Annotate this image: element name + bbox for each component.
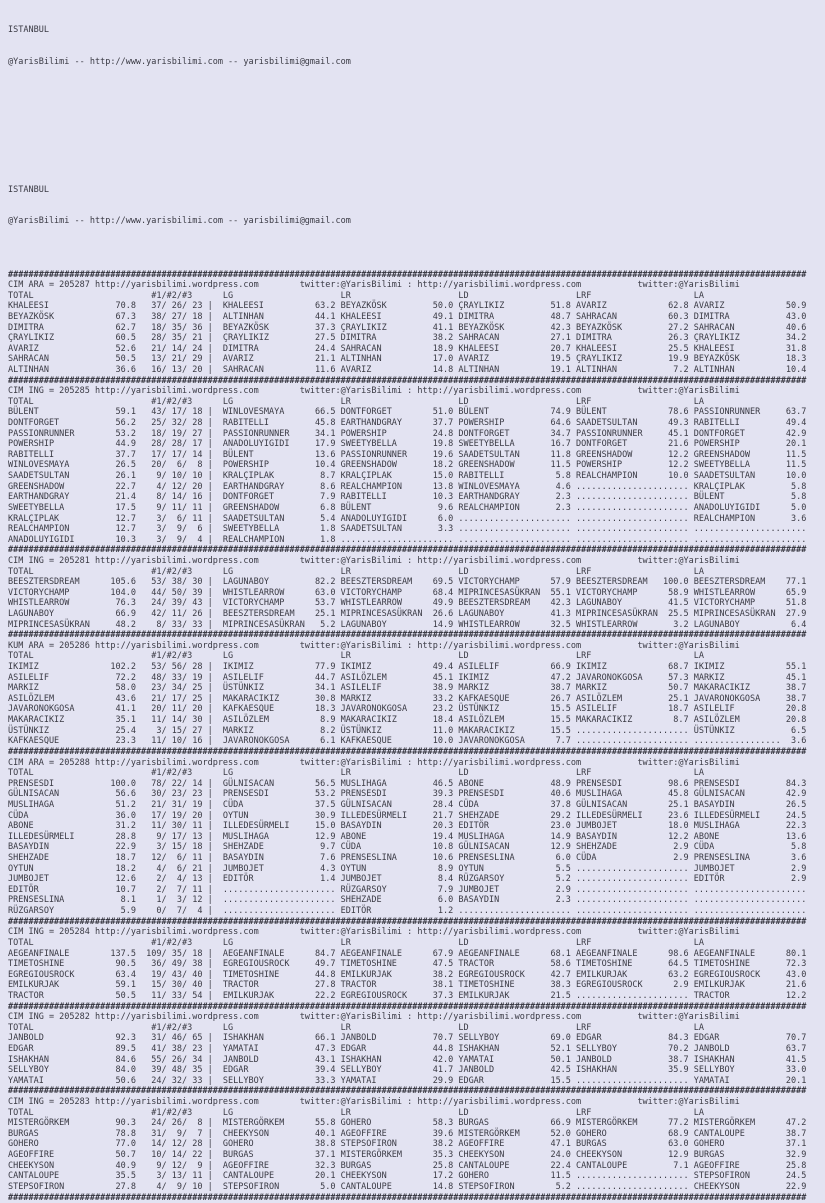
stats-row: MARKIZ 58.0 23/ 34/ 25 | ÜSTÜNKIZ 34.1 ASILELIF 38.9 MARKIZ 38.7 MARKIZ 50.7 MAKARACIKIZ 38.7 [8,683,807,694]
section-title: CIM ING = 205282 http://yarisbilimi.wordpress.com twitter:@YarisBilimi : http://yarisbilimi.wordpress.com twitter:@YarisBilimi [8,1012,740,1023]
column-header: TOTAL #1/#2/#3 LG LR LD LRF LA [8,1022,704,1033]
stats-row: WHISTLEARROW 76.3 24/ 39/ 43 | VICTORYCHAMP 53.7 WHISTLEARROW 49.9 BEESZTERSDREAM 42.3 LAGUNABOY 41.5 VICTORYCHAMP 51.8 [8,598,807,609]
stats-row: EMILKURJAK 59.1 15/ 30/ 40 | TRACTOR 27.8 TRACTOR 38.1 TIMETOSHINE 38.3 EGREGIOUSROCK 2.9 EMILKURJAK 21.6 [8,980,807,991]
stats-row: SHEHZADE 18.7 12/ 6/ 11 | BASAYDIN 7.6 PRENSESLINA 10.6 PRENSESLINA 6.0 CÜDA 2.9 PRENSESLINA 3.6 [8,853,807,864]
stats-row: CÜDA 36.0 17/ 19/ 20 | OYTUN 30.9 ILLEDESÜRMELI 21.7 SHEHZADE 29.2 ILLEDESÜRMELI 23.6 ILLEDESÜRMELI 24.5 [8,810,807,821]
separator-line: ############################################################################################################################################################ [8,1192,807,1203]
column-header: TOTAL #1/#2/#3 LG LR LD LRF LA [8,290,704,301]
column-header: TOTAL #1/#2/#3 LG LR LD LRF LA [8,1107,704,1118]
stats-row: ILLEDESÜRMELI 28.8 9/ 17/ 13 | MUSLIHAGA 12.9 ABONE 19.4 MUSLIHAGA 14.9 BASAYDIN 12.2 ABONE 13.6 [8,831,807,842]
stats-row: ALTINHAN 36.6 16/ 13/ 20 | SAHRACAN 11.6 AVARIZ 14.8 ALTINHAN 19.1 ALTINHAN 7.2 ALTINHAN 10.4 [8,364,807,375]
stats-row: AEGEANFINALE 137.5 109/ 35/ 18 | AEGEANFINALE 84.7 AEGEANFINALE 67.9 AEGEANFINALE 68.1 AEGEANFINALE 98.6 AEGEANFINALE 80.1 [8,948,807,959]
stats-row: SAHRACAN 50.5 13/ 21/ 29 | AVARIZ 21.1 ALTINHAN 17.0 AVARIZ 19.5 ÇRAYLIKIZ 19.9 BEYAZKÖSK 18.3 [8,354,807,365]
stats-row: RABITELLI 37.7 17/ 17/ 14 | BÜLENT 13.6 PASSIONRUNNER 19.6 SAADETSULTAN 11.8 GREENSHADOW 12.2 GREENSHADOW 11.5 [8,449,807,460]
stats-row: AVARIZ 52.6 21/ 14/ 24 | DIMITRA 24.4 SAHRACAN 18.9 KHALEESI 20.7 KHALEESI 25.5 KHALEESI 31.8 [8,343,807,354]
stats-row: OYTUN 18.2 4/ 6/ 21 | JUMBOJET 4.3 OYTUN 8.9 OYTUN 5.5 ...................... JUMBOJET 2.9 [8,863,807,874]
stats-row: ASILELIF 72.2 48/ 33/ 19 | ASILELIF 44.7 ASILÖZLEM 45.1 IKIMIZ 47.2 JAVARONOKGOSA 57.3 MARKIZ 45.1 [8,672,807,683]
section-title: CIM ING = 205281 http://yarisbilimi.wordpress.com twitter:@YarisBilimi : http://yarisbilimi.wordpress.com twitter:@YarisBilimi [8,555,740,566]
section-title: CIM ARA = 205287 http://yarisbilimi.wordpress.com twitter:@YarisBilimi : http://yarisbilimi.wordpress.com twitter:@YarisBilimi [8,280,740,291]
stats-row: PRENSESDI 100.0 78/ 22/ 14 | GÜLNISACAN 56.5 MUSLIHAGA 46.5 ABONE 48.9 PRENSESDI 98.6 PRENSESDI 84.3 [8,778,807,789]
stats-row: ÇRAYLIKIZ 60.5 28/ 35/ 21 | ÇRAYLIKIZ 27.5 DIMITRA 38.2 SAHRACAN 27.1 DIMITRA 26.3 ÇRAYLIKIZ 34.2 [8,333,807,344]
stats-row: STEPSOFIRON 27.8 4/ 9/ 10 | STEPSOFIRON 5.0 CANTALOUPE 14.8 STEPSOFIRON 5.2 ...................... CHEEKYSON 22.9 [8,1181,807,1192]
stats-row: BEYAZKÖSK 67.3 38/ 27/ 18 | ALTINHAN 44.1 KHALEESI 49.1 DIMITRA 48.7 SAHRACAN 60.3 DIMITRA 43.0 [8,311,807,322]
stats-row: MIPRINCESASÜKRAN 48.2 8/ 33/ 33 | MIPRINCESASÜKRAN 5.2 LAGUNABOY 14.9 WHISTLEARROW 32.5 WHISTLEARROW 3.2 LAGUNABOY 6.4 [8,619,807,630]
stats-row: REALCHAMPION 12.7 3/ 9/ 6 | SWEETYBELLA 1.8 SAADETSULTAN 3.3 ...................... ...................... ...................... [8,524,807,535]
column-header: TOTAL #1/#2/#3 LG LR LD LRF LA [8,651,704,662]
stats-row: DIMITRA 62.7 18/ 35/ 36 | BEYAZKÖSK 37.3 ÇRAYLIKIZ 41.1 BEYAZKÖSK 42.3 BEYAZKÖSK 27.2 SAHRACAN 40.6 [8,322,807,333]
stats-row: BEESZTERSDREAM 105.6 53/ 38/ 30 | LAGUNABOY 82.2 BEESZTERSDREAM 69.5 VICTORYCHAMP 57.9 BEESZTERSDREAM 100.0 BEESZTERSDREAM 77.1 [8,577,807,588]
stats-row: GOHERO 77.0 14/ 12/ 28 | GOHERO 38.8 STEPSOFIRON 38.2 AGEOFFIRE 47.1 BURGAS 63.0 GOHERO 37.1 [8,1139,807,1150]
stats-row: AGEOFFIRE 50.7 10/ 14/ 22 | BURGAS 37.1 MISTERGÖRKEM 35.3 CHEEKYSON 24.0 CHEEKYSON 12.9 BURGAS 32.9 [8,1150,807,1161]
stats-row: IKIMIZ 102.2 53/ 56/ 28 | IKIMIZ 77.9 IKIMIZ 49.4 ASILELIF 66.9 IKIMIZ 68.7 IKIMIZ 55.1 [8,662,807,673]
column-header: TOTAL #1/#2/#3 LG LR LD LRF LA [8,396,704,407]
column-header: TOTAL #1/#2/#3 LG LR LD LRF LA [8,768,704,779]
stats-row: EARTHANDGRAY 21.4 8/ 14/ 16 | DONTFORGET 7.9 RABITELLI 10.3 EARTHANDGRAY 2.3 ...................... BÜLENT 5.8 [8,492,807,503]
blank-line [8,248,825,259]
blank-line [8,121,825,132]
column-header: TOTAL #1/#2/#3 LG LR LD LRF LA [8,937,704,948]
masthead-contact: @YarisBilimi -- http://www.yarisbilimi.com -- yarisbilimi@gmail.com [8,57,351,68]
separator-line: ############################################################################################################################################################ [8,1086,807,1097]
stats-row: TRACTOR 50.5 11/ 33/ 54 | EMILKURJAK 22.2 EGREGIOUSROCK 37.3 EMILKURJAK 21.5 ...................... TRACTOR 12.2 [8,990,807,1001]
stats-row: ASILÖZLEM 43.6 21/ 17/ 25 | MAKARACIKIZ 30.8 MARKIZ 33.2 KAFKAESQUE 26.7 ASILÖZLEM 25.1 JAVARONOKGOSA 38.7 [8,693,807,704]
section-title: CIM ING = 205283 http://yarisbilimi.wordpress.com twitter:@YarisBilimi : http://yarisbilimi.wordpress.com twitter:@YarisBilimi [8,1097,740,1108]
stats-row: GREENSHADOW 22.7 4/ 12/ 20 | EARTHANDGRAY 8.6 REALCHAMPION 13.8 WINLOVESMAYA 4.6 ...................... KRALÇIPLAK 5.8 [8,481,807,492]
stats-row: VICTORYCHAMP 104.0 44/ 50/ 39 | WHISTLEARROW 63.0 VICTORYCHAMP 68.4 MIPRINCESASÜKRAN 55.1 VICTORYCHAMP 58.9 WHISTLEARROW 65.9 [8,587,807,598]
section-title: CIM ING = 205284 http://yarisbilimi.wordpress.com twitter:@YarisBilimi : http://yarisbilimi.wordpress.com twitter:@YarisBilimi [8,927,740,938]
section-title: CIM ARA = 205288 http://yarisbilimi.wordpress.com twitter:@YarisBilimi : http://yarisbilimi.wordpress.com twitter:@YarisBilimi [8,757,740,768]
blank-line [8,89,825,100]
stats-row: ISHAKHAN 84.6 55/ 26/ 34 | JANBOLD 43.1 ISHAKHAN 42.0 YAMATAI 50.1 JANBOLD 38.7 ISHAKHAN 41.5 [8,1054,807,1065]
section-title: CIM ING = 205285 http://yarisbilimi.wordpress.com twitter:@YarisBilimi : http://yarisbilimi.wordpress.com twitter:@YarisBilimi [8,386,740,397]
masthead-city: ISTANBUL [8,184,49,195]
stats-row: ANADOLUYIGIDI 10.3 3/ 9/ 4 | REALCHAMPION 1.8 ...................... ...................... ...................... ...................... [8,534,807,545]
stats-row: CHEEKYSON 40.9 9/ 12/ 9 | AGEOFFIRE 32.3 BURGAS 25.8 CANTALOUPE 22.4 CANTALOUPE 7.1 AGEOFFIRE 25.8 [8,1160,807,1171]
stats-row: YAMATAI 50.6 24/ 32/ 33 | SELLYBOY 33.3 YAMATAI 29.9 EDGAR 15.5 ...................... YAMATAI 20.1 [8,1075,807,1086]
stats-row: MAKARACIKIZ 35.1 11/ 14/ 30 | ASILÖZLEM 8.9 MAKARACIKIZ 18.4 ASILÖZLEM 15.5 MAKARACIKIZ 8.7 ASILÖZLEM 20.8 [8,715,807,726]
stats-row: GÜLNISACAN 56.6 30/ 23/ 23 | PRENSESDI 53.2 PRENSESDI 39.3 PRENSESDI 40.6 MUSLIHAGA 45.8 GÜLNISACAN 42.9 [8,789,807,800]
stats-row: SAADETSULTAN 26.1 9/ 10/ 10 | KRALÇIPLAK 8.7 KRALÇIPLAK 15.0 RABITELLI 5.8 REALCHAMPION 10.0 SAADETSULTAN 10.0 [8,471,807,482]
separator-line: ############################################################################################################################################################ [8,916,807,927]
stats-row: POWERSHIP 44.9 28/ 28/ 17 | ANADOLUYIGIDI 17.9 SWEETYBELLA 19.8 SWEETYBELLA 16.7 DONTFORGET 21.6 POWERSHIP 20.1 [8,439,807,450]
stats-row: BURGAS 78.8 31/ 9/ 7 | CHEEKYSON 40.1 AGEOFFIRE 39.6 MISTERGÖRKEM 52.0 GOHERO 68.9 CANTALOUPE 38.7 [8,1128,807,1139]
stats-row: PRENSESLINA 8.1 1/ 3/ 12 | ...................... SHEHZADE 6.0 BASAYDIN 2.3 ...................... ...................... [8,895,807,906]
separator-line: ############################################################################################################################################################ [8,545,807,556]
stats-row: EDGAR 89.5 41/ 38/ 23 | YAMATAI 47.3 EDGAR 44.8 ISHAKHAN 52.1 SELLYBOY 70.2 JANBOLD 63.7 [8,1043,807,1054]
stats-row: CANTALOUPE 35.5 3/ 13/ 11 | CANTALOUPE 20.1 CHEEKYSON 17.2 GOHERO 11.5 ...................... STEPSOFIRON 24.5 [8,1171,807,1182]
stats-row: KHALEESI 70.8 37/ 26/ 23 | KHALEESI 63.2 BEYAZKÖSK 50.0 ÇRAYLIKIZ 51.8 AVARIZ 62.8 AVARIZ 50.9 [8,301,807,312]
separator-line: ############################################################################################################################################################ [8,1001,807,1012]
masthead-contact: @YarisBilimi -- http://www.yarisbilimi.com -- yarisbilimi@gmail.com [8,216,351,227]
stats-row: MISTERGÖRKEM 90.3 24/ 26/ 8 | MISTERGÖRKEM 55.8 GOHERO 58.3 BURGAS 66.9 MISTERGÖRKEM 77.2 MISTERGÖRKEM 47.2 [8,1118,807,1129]
stats-row: JUMBOJET 12.6 2/ 4/ 13 | EDITÖR 1.4 JUMBOJET 8.4 RÜZGARSOY 5.2 ...................... EDITÖR 2.9 [8,874,807,885]
stats-row: JAVARONOKGOSA 41.1 20/ 11/ 20 | KAFKAESQUE 18.3 JAVARONOKGOSA 23.2 ÜSTÜNKIZ 15.5 ASILELIF 18.7 ASILELIF 20.8 [8,704,807,715]
separator-line: ############################################################################################################################################################ [8,269,807,280]
stats-row: KRALÇIPLAK 12.7 3/ 6/ 11 | SAADETSULTAN 5.4 ANADOLUYIGIDI 6.0 ...................... ...................... REALCHAMPION 3.6 [8,513,807,524]
stats-row: SWEETYBELLA 17.5 9/ 11/ 11 | GREENSHADOW 6.8 BÜLENT 9.6 REALCHAMPION 2.3 ...................... ANADOLUYIGIDI 5.0 [8,502,807,513]
blank-line [8,153,825,164]
stats-row: ABONE 31.2 11/ 30/ 11 | ILLEDESÜRMELI 15.0 BASAYDIN 20.3 EDITÖR 23.0 JUMBOJET 18.0 MUSLIHAGA 22.3 [8,821,807,832]
separator-line: ############################################################################################################################################################ [8,746,807,757]
stats-row: RÜZGARSOY 5.9 0/ 7/ 4 | ...................... EDITÖR 1.2 ...................... ...................... ...................... [8,906,807,917]
stats-row: BÜLENT 59.1 43/ 17/ 18 | WINLOVESMAYA 66.5 DONTFORGET 51.0 BÜLENT 74.9 BÜLENT 78.6 PASSIONRUNNER 63.7 [8,407,807,418]
stats-row: SELLYBOY 84.0 39/ 48/ 35 | EDGAR 39.4 SELLYBOY 41.7 JANBOLD 42.5 ISHAKHAN 35.9 SELLYBOY 33.0 [8,1065,807,1076]
stats-row: EDITÖR 10.7 2/ 7/ 11 | ...................... RÜZGARSOY 7.9 JUMBOJET 2.9 ...................... ...................... [8,884,807,895]
stats-row: EGREGIOUSROCK 63.4 19/ 43/ 40 | TIMETOSHINE 44.8 EMILKURJAK 38.2 EGREGIOUSROCK 42.7 EMILKURJAK 63.2 EGREGIOUSROCK 43.0 [8,969,807,980]
stats-row: TIMETOSHINE 90.5 36/ 49/ 38 | EGREGIOUSROCK 49.7 TIMETOSHINE 47.5 TRACTOR 58.6 TIMETOSHINE 64.5 TIMETOSHINE 72.3 [8,959,807,970]
stats-row: MUSLIHAGA 51.2 21/ 31/ 19 | CÜDA 37.5 GÜLNISACAN 28.4 CÜDA 37.8 GÜLNISACAN 25.1 BASAYDIN 26.5 [8,799,807,810]
column-header: TOTAL #1/#2/#3 LG LR LD LRF LA [8,566,704,577]
stats-row: DONTFORGET 56.2 25/ 32/ 28 | RABITELLI 45.8 EARTHANDGRAY 37.7 POWERSHIP 64.6 SAADETSULTAN 49.3 RABITELLI 49.4 [8,418,807,429]
stats-row: WINLOVESMAYA 26.5 20/ 6/ 8 | POWERSHIP 10.4 GREENSHADOW 18.2 GREENSHADOW 11.5 POWERSHIP 12.2 SWEETYBELLA 11.5 [8,460,807,471]
separator-line: ############################################################################################################################################################ [8,375,807,386]
stats-row: LAGUNABOY 66.9 42/ 11/ 26 | BEESZTERSDREAM 25.1 MIPRINCESASÜKRAN 26.6 LAGUNABOY 41.3 MIPRINCESASÜKRAN 25.5 MIPRINCESASÜKRAN 27.9 [8,609,807,619]
stats-row: KAFKAESQUE 23.3 11/ 10/ 16 | JAVARONOKGOSA 6.1 KAFKAESQUE 10.0 JAVARONOKGOSA 7.7 ...................... ................. 3.6 [8,736,807,747]
stats-row: ÜSTÜNKIZ 25.4 3/ 15/ 27 | MARKIZ 8.2 ÜSTÜNKIZ 11.0 MAKARACIKIZ 15.5 ...................... ÜSTÜNKIZ 6.5 [8,725,807,736]
stats-row: PASSIONRUNNER 53.2 18/ 19/ 27 | PASSIONRUNNER 34.1 POWERSHIP 24.8 DONTFORGET 34.7 PASSIONRUNNER 45.1 DONTFORGET 42.9 [8,428,807,439]
separator-line: ############################################################################################################################################################ [8,630,807,641]
section-title: KUM ARA = 205286 http://yarisbilimi.wordpress.com twitter:@YarisBilimi : http://yarisbilimi.wordpress.com twitter:@YarisBilimi [8,640,740,651]
stats-row: JANBOLD 92.3 31/ 46/ 65 | ISHAKHAN 66.1 JANBOLD 70.7 SELLYBOY 69.0 EDGAR 84.3 EDGAR 70.7 [8,1033,807,1044]
masthead-city: ISTANBUL [8,25,49,36]
stats-row: BASAYDIN 22.9 3/ 15/ 18 | SHEHZADE 9.7 CÜDA 10.8 GÜLNISACAN 12.9 SHEHZADE 2.9 CÜDA 5.8 [8,842,807,853]
